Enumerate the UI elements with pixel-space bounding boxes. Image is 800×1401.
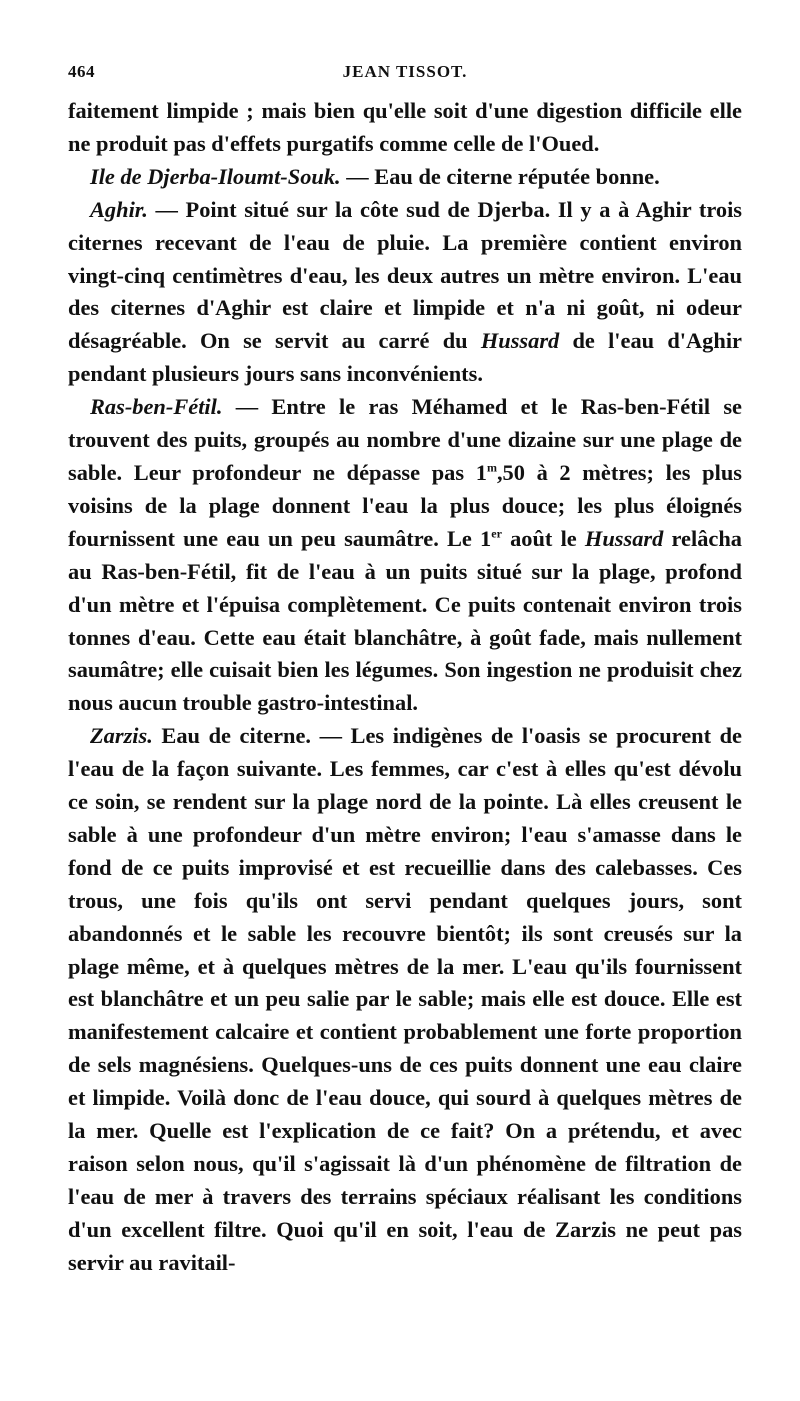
paragraph-text: de l'eau d'Aghir pendant plusieurs jours sans inconvénients. — [68, 328, 742, 387]
paragraph-ras-ben-fetil — [68, 391, 742, 720]
page-number: 464 — [68, 62, 95, 81]
ship-name: Hussard — [584, 525, 664, 551]
paragraph-text: faitement limpide ; mais bien qu'elle soit d'une digestion difficile elle ne produit pas d'effets purgatifs comme celle de l'Oued. — [68, 98, 742, 156]
paragraph-text: ,50 à 2 mètres; les plus voisins de la plage donnent l'eau la plus douce; les plus éloignés fournissent une eau un peu saumâtre. Le 1 — [68, 459, 742, 551]
paragraph-djerba — [68, 161, 742, 194]
paragraph-text: — Eau de citerne réputée bonne. — [340, 163, 660, 189]
paragraph-zarzis — [68, 720, 742, 1279]
place-heading: Zarzis. — [90, 723, 153, 749]
paragraph-text: août le — [501, 525, 585, 551]
paragraph-aghir — [68, 194, 742, 391]
paragraph-text: — Point situé sur la côte sud de Djerba. Il y a à Aghir trois citernes recevant de l'eau de pluie. La première contient environ vingt-cinq centimètres d'eau, les deux autres un mètre environ. L'eau des citernes d'Aghir est claire et limpide et n'a ni goût, ni odeur désagréable. On se servit au carré du — [68, 196, 742, 354]
place-heading: Aghir. — [90, 196, 148, 222]
place-heading: Ras-ben-Fétil. — [90, 394, 223, 420]
place-heading: Ile de Djerba-Iloumt-Souk. — [90, 163, 341, 189]
paragraph-text: — Entre le ras Méhamed et le Ras-ben-Fétil se trouvent des puits, groupés au nombre d'une dizaine sur une plage de sable. Leur profondeur ne dépasse pas 1 — [68, 394, 742, 485]
paragraph-continuation — [68, 95, 742, 161]
paragraph-text: relâcha au Ras-ben-Fétil, fit de l'eau à un puits situé sur la plage, profond d'un mètre et l'épuisa complètement. Ce puits contenait environ trois tonnes d'eau. Cette eau était blanchâtre, à goût fade, mais nullement saumâtre; elle cuisait bien les légumes. Son ingestion ne produisit chez nous aucun trouble gastro-intestinal. — [68, 525, 742, 716]
body-text — [68, 95, 742, 1280]
ordinal-superscript: er — [491, 526, 502, 541]
paragraph-text: Eau de citerne. — Les indigènes de l'oasis se procurent de l'eau de la façon suivante. Les femmes, car c'est à elles qu'est dévolu ce soin, se rendent sur la plage nord de la pointe. Là elles creusent le sable à une profondeur d'un mètre environ; l'eau s'amasse dans le fond de ce puits improvisé et est recueillie dans des calebasses. Ces trous, une fois qu'ils ont servi pendant quelques jours, sont abandonnés et le sable les recouvre bientôt; ils sont creusés sur la plage même, et à quelques mètres de la mer. L'eau qu'ils fournissent est blanchâtre et un peu salie par le sable; mais elle est douce. Elle est manifestement calcaire et contient probablement une forte proportion de sels magnésiens. Quelques-uns de ces puits donnent une eau claire et limpide. Voilà donc de l'eau douce, qui sourd à quelques mètres de la mer. Quelle est l'explication de ce fait? On a prétendu, et avec raison selon nous, qu'il s'agissait là d'un phénomène de filtration de l'eau de mer à travers des terrains spéciaux réalisant les conditions d'un excellent filtre. Quoi qu'il en soit, l'eau de Zarzis ne peut pas servir au ravitail- — [68, 723, 742, 1275]
page-header — [68, 62, 742, 88]
ship-name: Hussard — [480, 328, 560, 354]
running-head: JEAN TISSOT. — [342, 62, 468, 81]
unit-superscript: m — [486, 460, 497, 475]
